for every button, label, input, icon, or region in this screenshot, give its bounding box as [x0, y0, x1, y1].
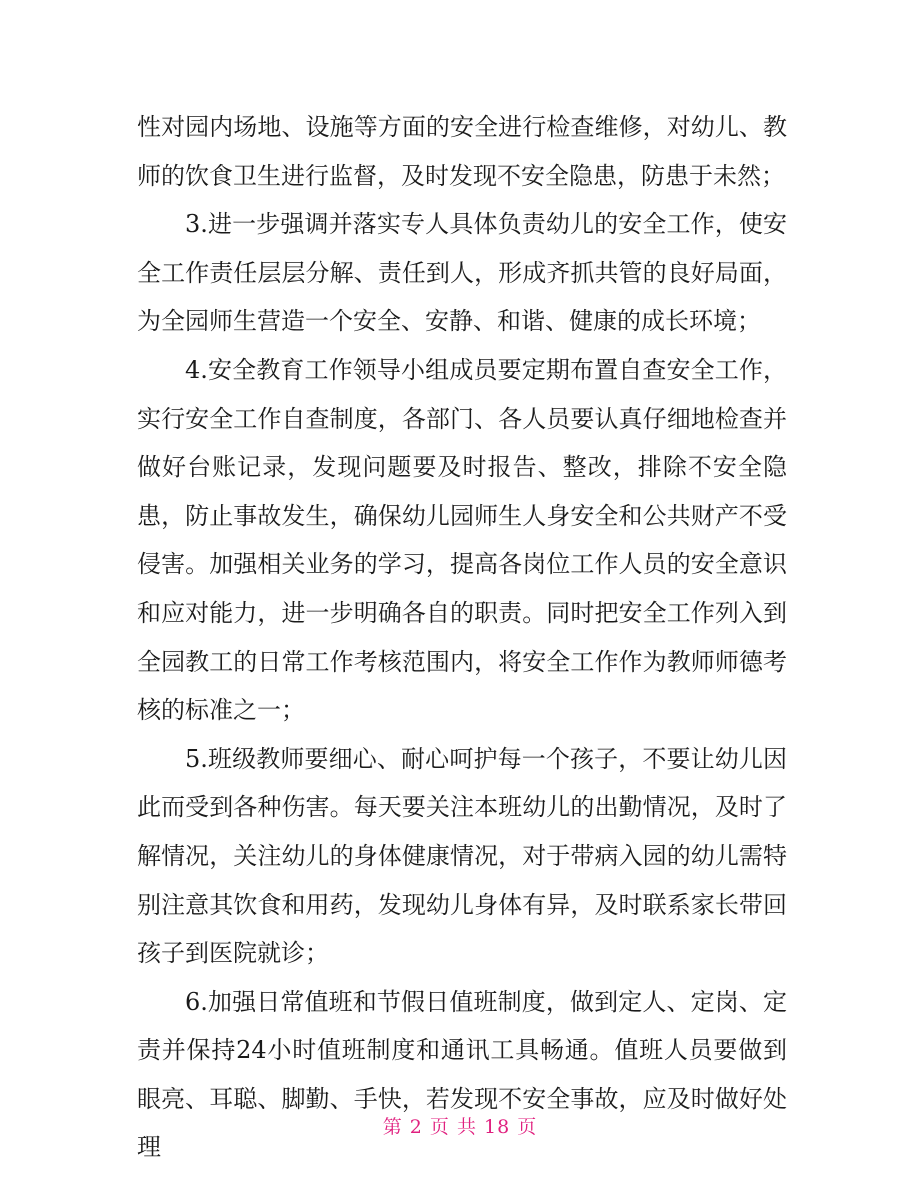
paragraph-4: 5.班级教师要细心、耐心呵护每一个孩子，不要让幼儿因此而受到各种伤害。每天要关注本班幼儿的出勤情况，及时了解情况，关注幼儿的身体健康情况，对于带病入园的幼儿需特别注意其饮食和用药，发现幼儿身体有异，及时联系家长带回孩子到医院就诊；	[137, 744, 787, 968]
paragraph-1: 性对园内场地、设施等方面的安全进行检查维修，对幼儿、教师的饮食卫生进行监督，及时发现不安全隐患，防患于未然；	[137, 113, 787, 190]
paragraph-3: 4.安全教育工作领导小组成员要定期布置自查安全工作，实行安全工作自查制度，各部门、各人员要认真仔细地检查并做好台账记录，发现问题要及时报告、整改，排除不安全隐患，防止事故发生，确保幼儿园师生人身安全和公共财产不受侵害。加强相关业务的学习，提高各岗位工作人员的安全意识和应对能力，进一步明确各自的职责。同时把安全工作列入到全园教工的日常工作考核范围内，将安全工作作为教师师德考核的标准之一；	[137, 355, 787, 725]
page-footer	[0, 1112, 920, 1139]
paragraph-2: 3.进一步强调并落实专人具体负责幼儿的安全工作，使安全工作责任层层分解、责任到人，形成齐抓共管的良好局面，为全园师生营造一个安全、安静、和谐、健康的成长环境；	[137, 210, 787, 336]
paragraph-5: 6.加强日常值班和节假日值班制度，做到定人、定岗、定责并保持24小时值班制度和通讯工具畅通。值班人员要做到眼亮、耳聪、脚勤、手快，若发现不安全事故，应及时做好处理	[137, 987, 787, 1162]
page-number-label: 第 2 页 共 18 页	[382, 1116, 538, 1138]
document-body	[137, 103, 787, 1172]
